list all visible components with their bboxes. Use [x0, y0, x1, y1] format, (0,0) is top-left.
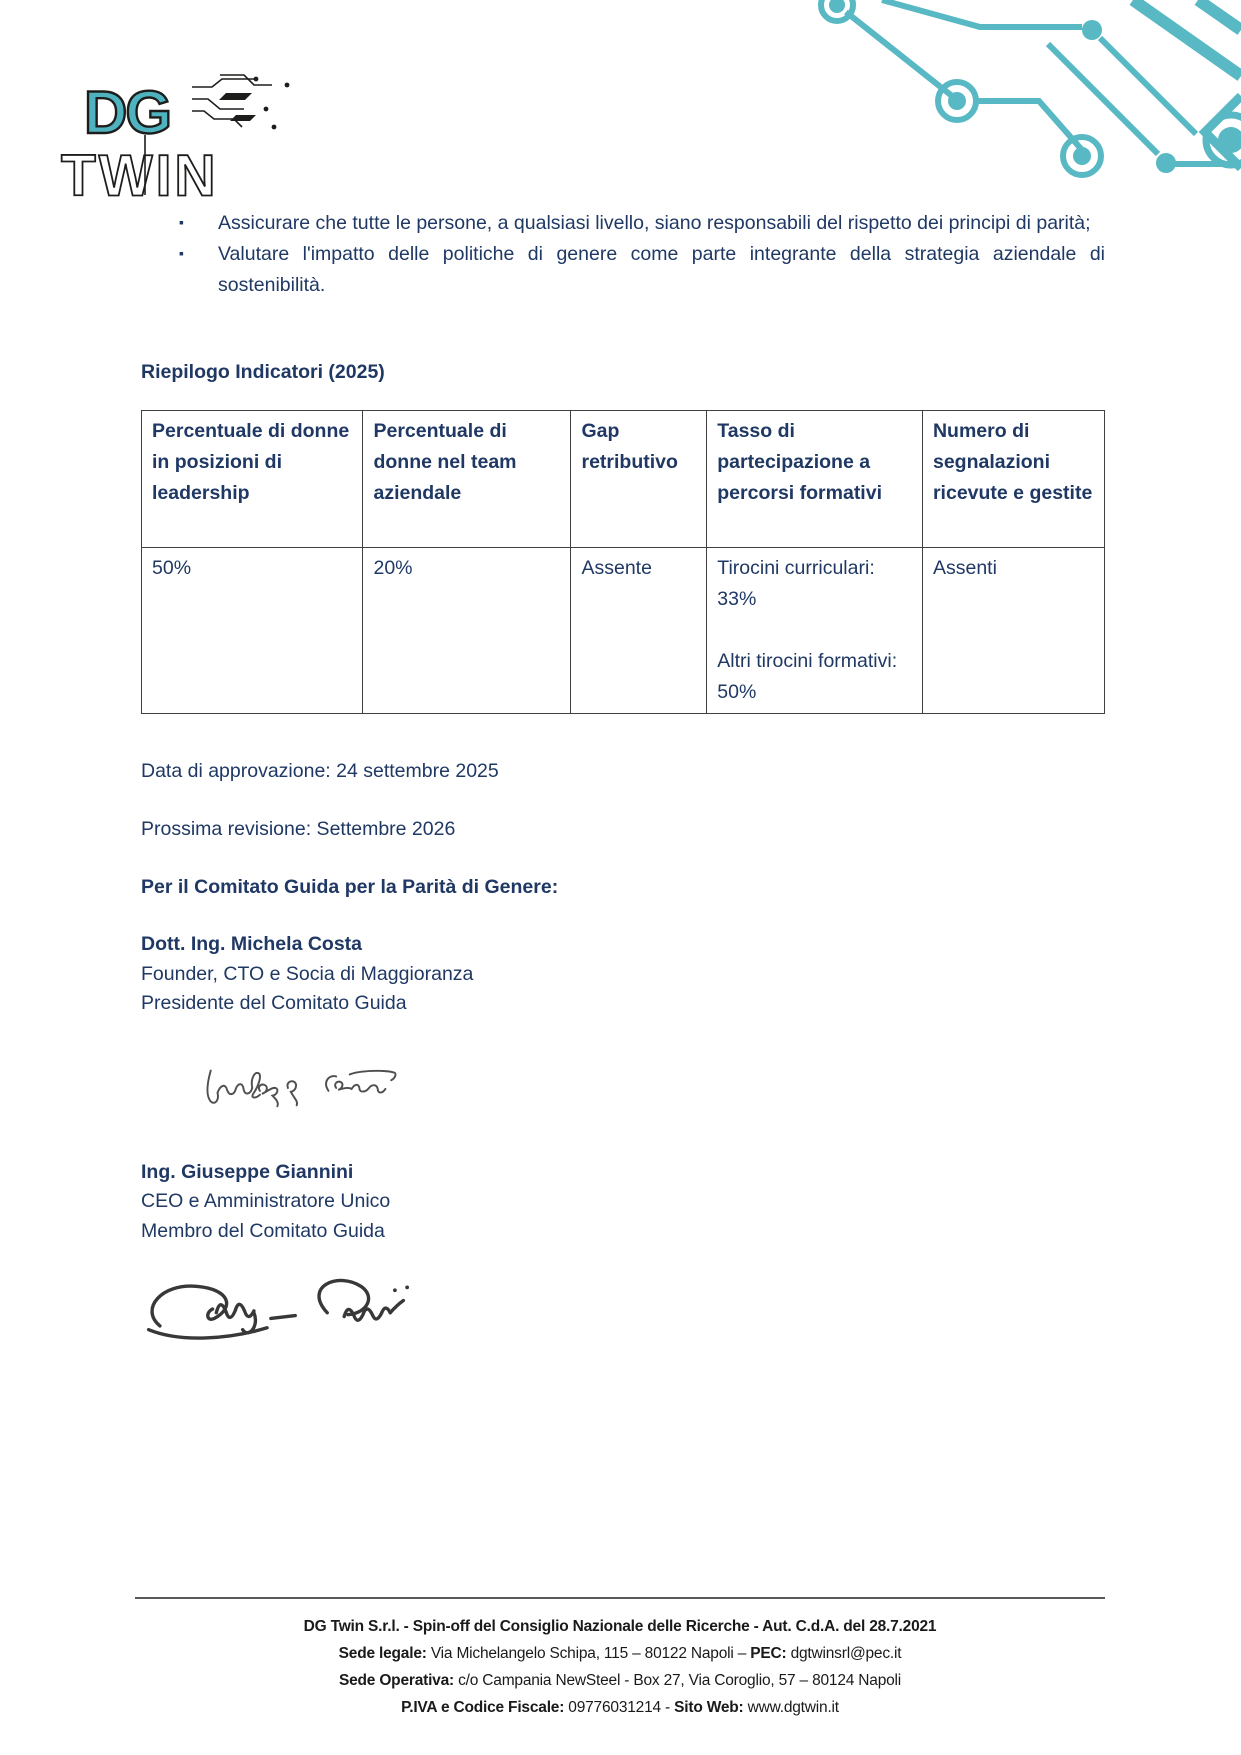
footer-text: DG Twin S.r.l. - Spin-off del Consiglio Nazionale delle Ricerche - Aut. C.d.A. del 28.7.2021 — [303, 1618, 937, 1635]
circuit-board-decoration-icon — [696, 0, 1241, 235]
bullet-text: Assicurare che tutte le persone, a qualsiasi livello, siano responsabili del rispetto dei principi di parità; — [218, 212, 1091, 234]
footer — [135, 1597, 1105, 1721]
signatory-role: CEO e Amministratore Unico — [141, 1190, 391, 1212]
table-header-cell: Percentuale di donne in posizioni di leadership — [142, 411, 363, 548]
footer-label: Sede Operativa: — [338, 1672, 454, 1689]
footer-text: dgtwinsrl@pec.it — [790, 1645, 902, 1662]
footer-vat-line — [135, 1694, 1105, 1721]
signatory-block — [141, 1158, 1105, 1247]
footer-text: c/o Campania NewSteel - Box 27, Via Coroglio, 57 – 80124 Napoli — [458, 1672, 902, 1689]
signature-giuseppe-giannini — [143, 1268, 425, 1350]
table-cell-line: Tirocini curriculari: 33% — [717, 557, 875, 610]
table-cell-spacer — [717, 615, 912, 646]
signatory-name: Ing. Giuseppe Giannini — [141, 1160, 354, 1183]
table-header-cell: Gap retributivo — [571, 411, 707, 548]
signature-michela-costa — [203, 1058, 425, 1116]
table-cell: Assenti — [922, 548, 1104, 714]
signatory-role: Founder, CTO e Socia di Maggioranza — [141, 962, 474, 985]
table-cell-line: Altri tirocini formativi: 50% — [717, 650, 898, 703]
dg-twin-logo-graphic — [60, 55, 295, 203]
bullet-text: Valutare l'impatto delle politiche di genere come parte integrante della strategia aziendale di sostenibilità. — [218, 243, 1105, 296]
table-header-cell: Percentuale di donne nel team aziendale — [363, 411, 571, 548]
table-header-cell: Numero di segnalazioni ricevute e gestite — [922, 411, 1104, 548]
table-header-row — [142, 411, 1105, 548]
indicators-table — [141, 410, 1105, 714]
signatory-role: Membro del Comitato Guida — [141, 1219, 385, 1242]
logo-circuit-traces-icon — [192, 75, 289, 129]
signatory-block — [141, 930, 1105, 1019]
bullet-list — [141, 208, 1105, 301]
footer-registered-office-line — [135, 1640, 1105, 1667]
bullet-marker-icon: ▪ — [179, 245, 184, 261]
table-header-cell: Tasso di partecipazione a percorsi formativi — [707, 411, 923, 548]
table-cell — [707, 548, 923, 714]
logo-dg-text: DG — [84, 79, 170, 146]
table-cell: 20% — [363, 548, 571, 714]
signatory-name: Dott. Ing. Michela Costa — [141, 933, 363, 955]
bullet-item — [141, 239, 1105, 301]
table-cell: 50% — [142, 548, 363, 714]
logo-twin-text: TWIN — [61, 144, 219, 203]
table-data-row — [142, 548, 1105, 714]
footer-operating-office-line — [135, 1667, 1105, 1694]
footer-label: Sito Web: — [674, 1699, 744, 1716]
approval-date-line: Data di approvazione: 24 settembre 2025 — [141, 760, 499, 782]
section-heading: Riepilogo Indicatori (2025) — [141, 361, 385, 383]
footer-label: P.IVA e Codice Fiscale: — [401, 1699, 565, 1716]
footer-label: PEC: — [750, 1645, 787, 1662]
next-revision-line: Prossima revisione: Settembre 2026 — [141, 818, 456, 840]
footer-label: Sede legale: — [338, 1645, 427, 1662]
signatory-role: Presidente del Comitato Guida — [141, 992, 407, 1014]
footer-text: Via Michelangelo Schipa, 115 – 80122 Napoli – — [430, 1645, 747, 1662]
bullet-item — [141, 208, 1105, 239]
bullet-marker-icon: ▪ — [179, 214, 184, 230]
dg-twin-logo — [60, 55, 295, 203]
footer-text: www.dgtwin.it — [747, 1699, 839, 1716]
footer-text: 09776031214 - — [568, 1699, 670, 1716]
table-cell: Assente — [571, 548, 707, 714]
footer-company-line — [135, 1613, 1105, 1640]
committee-line: Per il Comitato Guida per la Parità di Genere: — [141, 876, 559, 898]
